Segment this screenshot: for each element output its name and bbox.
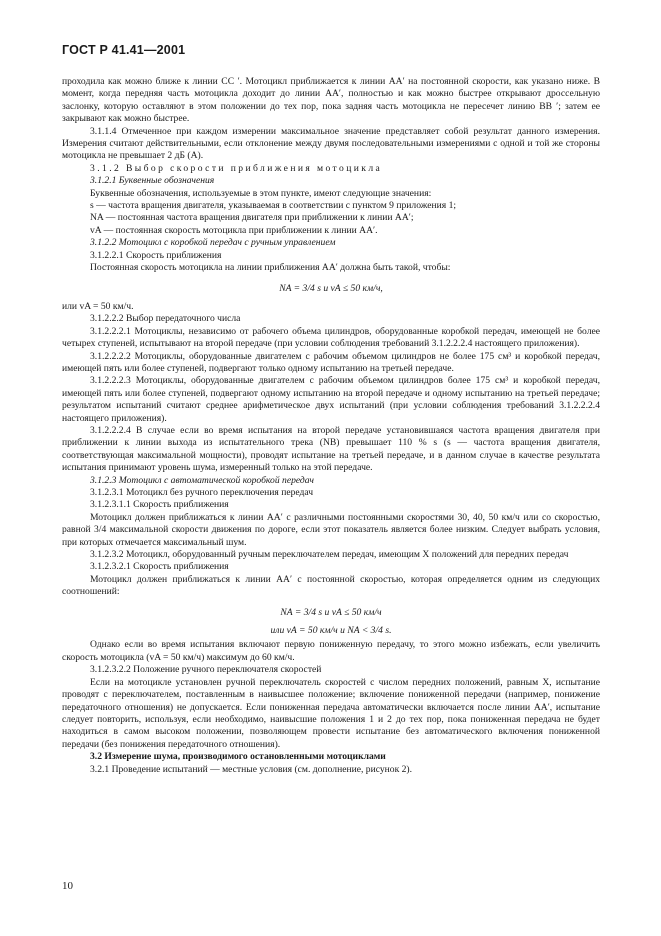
paragraph: 3.1.2.2.2.2 Мотоциклы, оборудованные двигателем с рабочим объемом цилиндров не более 175 см³ и коробкой передач, имеющей пять или более ступеней, подвергают только одному испытанию на третьей передаче.: [62, 350, 600, 374]
section-heading: 3.1.2.3.2.2 Положение ручного переключателя скоростей: [90, 664, 322, 676]
section-heading: 3.1.2 Выбор скорости приближения мотоцикла: [90, 162, 383, 174]
formula: или vA = 50 км/ч и NA < 3/4 s.: [270, 625, 392, 637]
page-number: 10: [62, 880, 73, 892]
paragraph: Буквенные обозначения, используемые в этом пункте, имеют следующие значения:: [90, 187, 432, 199]
paragraph: проходила как можно ближе к линии CC ′. Мотоцикл приближается к линии AA′ на постоянной скорости, как указано ниже. В момент, когда передняя часть мотоцикла доходит до линии AA′, полностью и как можно быстрее открывают дроссельную заслонку, которую оставляют в этом положении до тех пор, пока задняя часть мотоцикла не пересечет линию BB ′; затем ее закрывают как можно быстрее.: [62, 76, 600, 125]
section-heading: 3.1.2.2 Мотоцикл с коробкой передач с ручным управлением: [90, 237, 336, 249]
formula: NA = 3/4 s и vA ≤ 50 км/ч,: [279, 282, 383, 294]
section-heading: 3.1.2.2.2 Выбор передаточного числа: [90, 313, 241, 325]
section-heading: 3.1.2.3.1 Мотоцикл без ручного переключения передач: [90, 487, 314, 498]
section-heading: 3.1.2.2.1 Скорость приближения: [90, 249, 222, 261]
paragraph: 3.1.2.2.2.3 Мотоциклы, оборудованные двигателем с рабочим объемом цилиндров более 175 см³ и коробкой передач, имеющей пять или более ступеней, подвергают одному испытанию на второй передаче и одному испытанию на третьей передаче; результатом испытаний считают среднее арифметическое двух испытаний (при условии соблюдения требований 3.1.2.2.2.4 настоящего приложения).: [62, 375, 600, 424]
section-heading: 3.1.2.3.2.1 Скорость приближения: [90, 561, 229, 573]
formula-continuation: или vA = 50 км/ч.: [62, 300, 134, 312]
paragraph: 3.1.2.3.2 Мотоцикл, оборудованный ручным переключателем передач, имеющим X положений для передних передач: [90, 549, 569, 561]
paragraph: Мотоцикл должен приближаться к линии AA′ с различными постоянными скоростями 30, 40, 50 км/ч или со скоростью, равной 3/4 максимальной скорости движения по дороге, если этот показатель является более низким. Следует выбрать условия, при которых отмечается максимальный шум.: [62, 511, 600, 548]
definition-item: vA — постоянная скорость мотоцикла при приближении к линии AA′.: [90, 224, 378, 236]
formula: NA = 3/4 s и vA ≤ 50 км/ч: [280, 606, 382, 618]
section-heading: 3.2 Измерение шума, производимого остановленными мотоциклами: [90, 751, 386, 763]
page-header-title: ГОСТ Р 41.41—2001: [62, 43, 186, 57]
paragraph: Мотоцикл должен приближаться к линии AA′ с постоянной скоростью, которая определяется одним из следующих соотношений:: [62, 573, 600, 598]
paragraph: Постоянная скорость мотоцикла на линии приближения AA′ должна быть такой, чтобы:: [90, 262, 451, 274]
definition-item: s — частота вращения двигателя, указываемая в соответствии с пунктом 9 приложения 1;: [90, 200, 457, 212]
section-heading: 3.1.2.1 Буквенные обозначения: [90, 175, 215, 187]
definition-item: NA — постоянная частота вращения двигателя при приближении к линии AA′;: [90, 212, 414, 224]
paragraph: 3.2.1 Проведение испытаний — местные условия (см. дополнение, рисунок 2).: [90, 763, 413, 775]
section-heading: 3.1.2.3.1.1 Скорость приближения: [90, 499, 229, 511]
section-heading: 3.1.2.3 Мотоцикл с автоматической коробкой передач: [90, 474, 315, 486]
paragraph: Если на мотоцикле установлен ручной переключатель скоростей с числом передних положений, равным X, испытание проводят с переключателем, поставленным в наивысшее положение; включение пониженной передачи (например, понижение передаточного отношения) не допускается. Если пониженная передача автоматически включается после линии AA′, испытание следует повторить, используя, если необходимо, наивысшие положения 1 и 2 до тех пор, пока пониженная передача не будет находиться в самом высоком положении, позволяющем провести испытание без автоматического включения пониженной передачи (без понижения передаточного отношения).: [62, 676, 600, 750]
document-body: [62, 76, 600, 776]
paragraph: Однако если во время испытания включают первую пониженную передачу, то этого можно избежать, если увеличить скорость мотоцикла (vA = 50 км/ч) максимум до 60 км/ч.: [62, 639, 600, 663]
paragraph: 3.1.1.4 Отмеченное при каждом измерении максимальное значение представляет собой результат данного измерения. Измерения считают действительными, если отклонение между двумя последовательными измерениями с одной и той же стороны мотоцикла не превышает 2 дБ (А).: [62, 125, 600, 162]
paragraph: 3.1.2.2.2.1 Мотоциклы, независимо от рабочего объема цилиндров, оборудованные коробкой передач, имеющей не более четырех ступеней, испытывают на второй передаче (при условии соблюдения требований 3.1.2.2.2.4 настоящего приложения).: [62, 325, 600, 350]
paragraph: 3.1.2.2.2.4 В случае если во время испытания на второй передаче установившаяся частота вращения двигателя при приближении к линии выхода из испытательного трека (NB) превышает 110 % s (s — частота вращения двигателя, соответствующая максимальной мощности), проводят испытание на третьей передаче, и в данном случае в качестве результата испытания принимают уровень шума, измеренный только на этой передаче.: [62, 424, 600, 474]
